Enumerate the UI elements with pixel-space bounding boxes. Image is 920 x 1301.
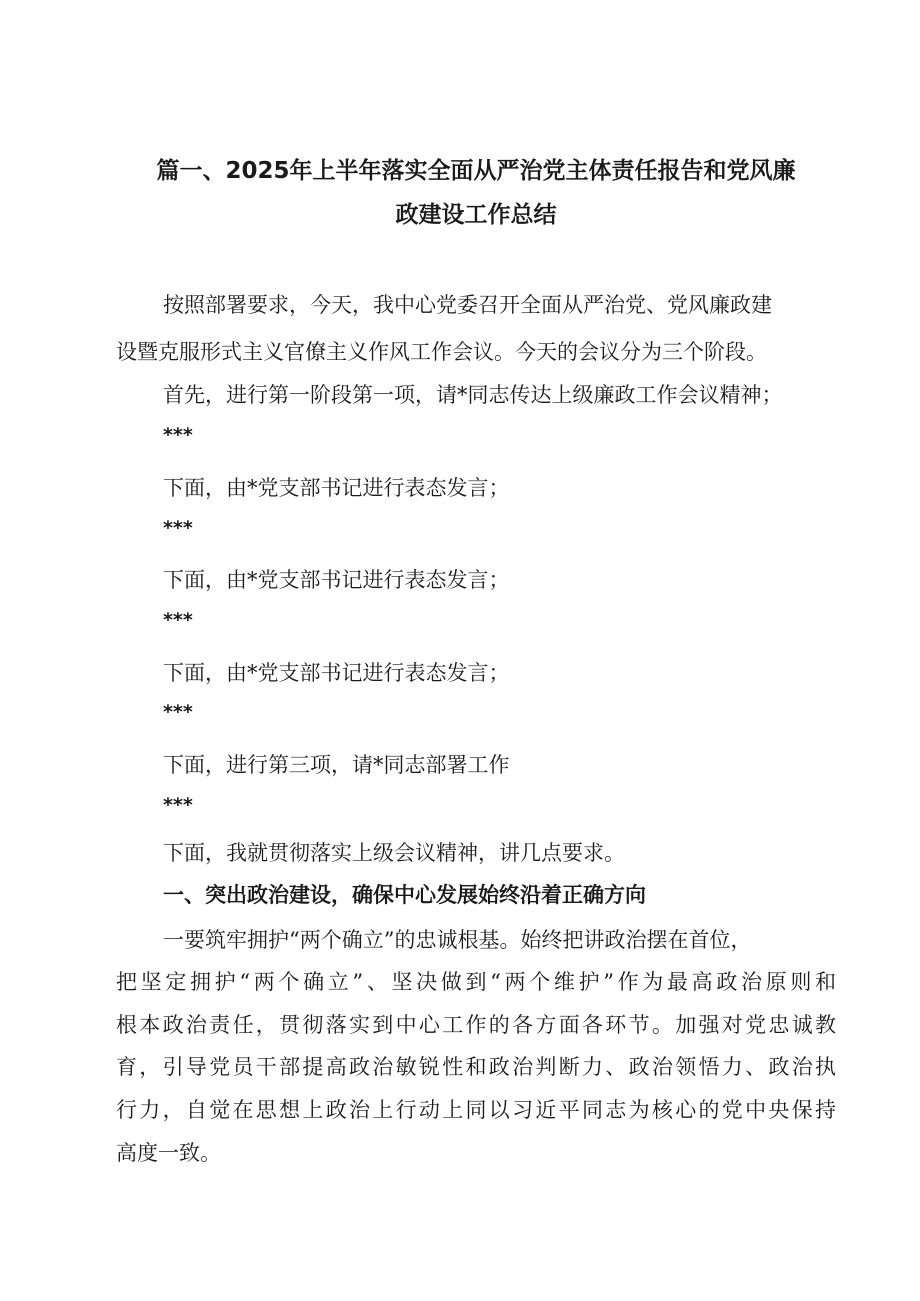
paragraph-2-line-1: 首先，进行第一阶段第一项，请*同志传达上级廉政工作会议精神； bbox=[163, 383, 783, 407]
paragraph-8-line-5: 行力，自觉在思想上政治上行动上同以习近平同志为核心的党中央保持 bbox=[116, 1098, 836, 1122]
placeholder-stars-1: *** bbox=[163, 424, 193, 446]
paragraph-8-line-4: 育，引导党员干部提高政治敏锐性和政治判断力、政治领悟力、政治执 bbox=[116, 1055, 836, 1079]
paragraph-6: 下面，进行第三项，请*同志部署工作 bbox=[163, 753, 510, 777]
paragraph-8-line-6: 高度一致。 bbox=[116, 1141, 221, 1165]
placeholder-stars-2: *** bbox=[163, 517, 193, 539]
placeholder-stars-4: *** bbox=[163, 701, 193, 723]
paragraph-8-line-2: 把坚定拥护“两个确立”、坚决做到“两个维护”作为最高政治原则和 bbox=[116, 970, 836, 994]
paragraph-8-line-3: 根本政治责任，贯彻落实到中心工作的各方面各环节。加强对党忠诚教 bbox=[116, 1013, 836, 1037]
document-title-line-1: 篇一、2025年上半年落实全面从严治党主体责任报告和党风廉 bbox=[156, 158, 796, 184]
paragraph-4: 下面，由*党支部书记进行表态发言； bbox=[163, 568, 510, 592]
paragraph-8-line-1: 一要筑牢拥护“两个确立”的忠诚根基。始终把讲政治摆在首位， bbox=[163, 928, 752, 952]
placeholder-stars-5: *** bbox=[163, 794, 193, 816]
paragraph-5: 下面，由*党支部书记进行表态发言； bbox=[163, 661, 510, 685]
paragraph-7: 下面，我就贯彻落实上级会议精神，讲几点要求。 bbox=[163, 841, 625, 865]
placeholder-stars-3: *** bbox=[163, 609, 193, 631]
section-heading-1: 一、突出政治建设，确保中心发展始终沿着正确方向 bbox=[163, 883, 646, 907]
document-title-line-2: 政建设工作总结 bbox=[395, 202, 557, 228]
paragraph-3: 下面，由*党支部书记进行表态发言； bbox=[163, 476, 510, 500]
paragraph-1-line-2: 设暨克服形式主义官僚主义作风工作会议。今天的会议分为三个阶段。 bbox=[116, 340, 767, 364]
paragraph-1-line-1: 按照部署要求，今天，我中心党委召开全面从严治党、党风廉政建 bbox=[163, 293, 772, 317]
